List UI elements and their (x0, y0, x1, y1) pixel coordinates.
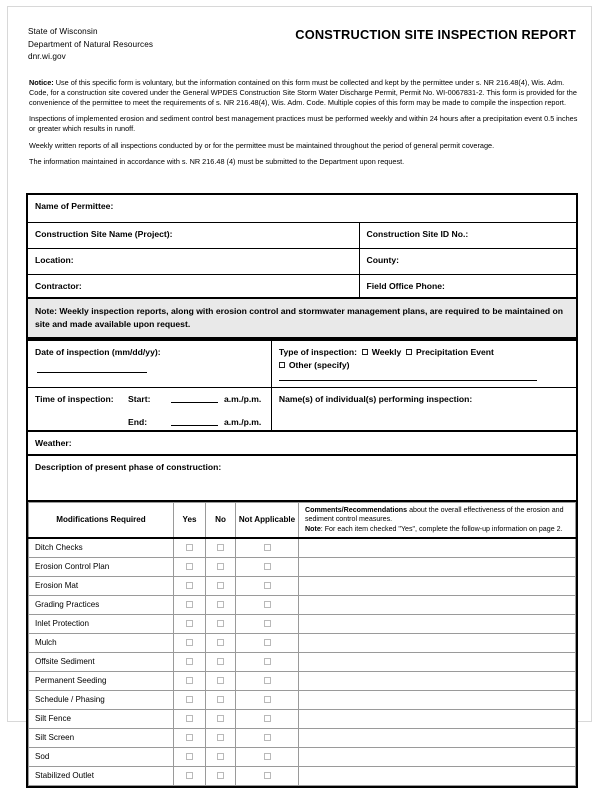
checkbox-not-applicable[interactable] (264, 639, 271, 646)
type-of-inspection-line-1 (279, 346, 570, 358)
field-date-of-inspection[interactable] (28, 341, 272, 387)
time-start-input[interactable] (171, 393, 218, 403)
checklist-item-label: Erosion Control Plan (29, 557, 174, 576)
checkbox-not-applicable[interactable] (264, 715, 271, 722)
checklist-cell-comments[interactable] (299, 728, 576, 747)
checklist-cell-no[interactable] (206, 766, 236, 785)
checkbox-yes[interactable] (186, 563, 193, 570)
checkbox-no[interactable] (217, 677, 224, 684)
checklist-header-row (29, 503, 576, 538)
checklist-item-label: Inlet Protection (29, 614, 174, 633)
checklist-cell-not-applicable[interactable] (236, 633, 299, 652)
checkbox-yes[interactable] (186, 677, 193, 684)
table-row (28, 223, 576, 249)
agency-line-2: Department of Natural Resources (28, 39, 154, 49)
column-header-modifications: Modifications Required (29, 503, 174, 538)
table-row (28, 388, 576, 433)
checkbox-not-applicable[interactable] (264, 658, 271, 665)
table-row (29, 576, 576, 595)
checklist-cell-no[interactable] (206, 652, 236, 671)
checklist-cell-no[interactable] (206, 557, 236, 576)
table-row (29, 614, 576, 633)
checklist-cell-not-applicable[interactable] (236, 671, 299, 690)
table-row (28, 456, 576, 501)
modifications-checklist-table (26, 500, 578, 788)
time-start-label: Start: (128, 394, 151, 404)
checkbox-no[interactable] (217, 658, 224, 665)
time-row-spacer (35, 405, 271, 416)
table-row (29, 690, 576, 709)
checklist-cell-not-applicable[interactable] (236, 766, 299, 785)
checklist-cell-no[interactable] (206, 595, 236, 614)
checklist-cell-not-applicable[interactable] (236, 652, 299, 671)
checklist-cell-comments[interactable] (299, 595, 576, 614)
table-row (29, 709, 576, 728)
table-row (29, 747, 576, 766)
checklist-item-label: Offsite Sediment (29, 652, 174, 671)
checklist-cell-not-applicable[interactable] (236, 690, 299, 709)
agency-line-1: State of Wisconsin (28, 27, 98, 36)
document-page (7, 6, 592, 781)
checkbox-not-applicable[interactable] (264, 734, 271, 741)
field-county[interactable]: County: (366, 255, 399, 265)
checklist-cell-not-applicable[interactable] (236, 576, 299, 595)
checkbox-yes[interactable] (186, 544, 193, 551)
note-band (26, 297, 578, 339)
checklist-cell-comments[interactable] (299, 633, 576, 652)
checkbox-no[interactable] (217, 620, 224, 627)
permittee-info-table (26, 193, 578, 302)
date-of-inspection-input[interactable] (37, 363, 147, 373)
checkbox-not-applicable[interactable] (264, 544, 271, 551)
table-row (29, 595, 576, 614)
checkbox-yes[interactable] (186, 601, 193, 608)
checkbox-yes[interactable] (186, 696, 193, 703)
table-row (29, 728, 576, 747)
checklist-cell-yes[interactable] (174, 576, 206, 595)
checkbox-other[interactable] (279, 362, 285, 368)
field-time-of-inspection[interactable] (28, 388, 272, 433)
checkbox-no[interactable] (217, 582, 224, 589)
checkbox-not-applicable[interactable] (264, 677, 271, 684)
type-of-inspection-label: Type of inspection: (278, 347, 357, 357)
checklist-cell-comments[interactable] (299, 747, 576, 766)
checkbox-no[interactable] (217, 772, 224, 779)
checklist-cell-comments[interactable] (299, 614, 576, 633)
checklist-item-label: Permanent Seeding (29, 671, 174, 690)
field-site-name[interactable]: Construction Site Name (Project): (28, 223, 360, 248)
checklist-cell-yes[interactable] (174, 633, 206, 652)
checklist-cell-comments[interactable] (299, 538, 576, 558)
time-end-line (35, 416, 271, 428)
checkbox-not-applicable[interactable] (264, 563, 271, 570)
field-type-of-inspection[interactable] (272, 341, 576, 387)
table-row (29, 766, 576, 785)
checkbox-not-applicable[interactable] (264, 582, 271, 589)
checklist-head (29, 503, 576, 538)
checkbox-weekly[interactable] (362, 349, 368, 355)
type-of-inspection-line-2 (279, 359, 570, 383)
note-band-label: Note: (35, 306, 57, 316)
field-description-of-phase[interactable]: Description of present phase of construction: (35, 462, 222, 472)
type-option-precipitation-event: Precipitation Event (416, 347, 494, 357)
checklist-cell-not-applicable[interactable] (236, 595, 299, 614)
field-location[interactable]: Location: (28, 249, 360, 274)
checklist-cell-not-applicable[interactable] (236, 614, 299, 633)
type-option-other-label: Other (specify) (288, 360, 350, 370)
checklist-cell-no[interactable] (206, 671, 236, 690)
checkbox-yes[interactable] (186, 639, 193, 646)
column-header-no: No (206, 503, 236, 538)
time-end-input[interactable] (171, 416, 218, 426)
checklist-item-label: Sod (29, 747, 174, 766)
checklist-cell-yes[interactable] (174, 595, 206, 614)
checkbox-precipitation-event[interactable] (406, 349, 412, 355)
field-weather[interactable]: Weather: (35, 438, 72, 448)
document-header (28, 26, 576, 64)
checklist-body (29, 538, 576, 786)
comments-title: Comments/Recommendations (305, 506, 408, 514)
checklist-cell-no[interactable] (206, 576, 236, 595)
time-end-label: End: (128, 417, 148, 427)
type-option-other-input[interactable] (279, 371, 537, 381)
checklist-cell-not-applicable[interactable] (236, 538, 299, 558)
table-row (29, 557, 576, 576)
description-table (26, 454, 578, 503)
table-row (28, 341, 576, 388)
field-contractor[interactable]: Contractor: (28, 275, 360, 300)
checklist-cell-yes[interactable] (174, 766, 206, 785)
checklist-item-label: Grading Practices (29, 595, 174, 614)
field-name-of-permittee[interactable]: Name of Permittee: (35, 201, 114, 211)
checklist-cell-comments[interactable] (299, 766, 576, 785)
checklist-cell-yes[interactable] (174, 747, 206, 766)
checkbox-not-applicable[interactable] (264, 772, 271, 779)
note-band-text: Weekly inspection reports, along with erosion control and stormwater management plans, are required to be maintained on site and made available upon request. (35, 306, 563, 329)
checklist-cell-not-applicable[interactable] (236, 557, 299, 576)
column-header-comments (299, 503, 576, 538)
checkbox-no[interactable] (217, 696, 224, 703)
checklist-cell-not-applicable[interactable] (236, 728, 299, 747)
checklist-cell-not-applicable[interactable] (236, 709, 299, 728)
checkbox-yes[interactable] (186, 734, 193, 741)
table-row (28, 432, 576, 456)
checkbox-no[interactable] (217, 544, 224, 551)
checkbox-no[interactable] (217, 753, 224, 760)
checklist-cell-yes[interactable] (174, 614, 206, 633)
checkbox-no[interactable] (217, 601, 224, 608)
checklist-cell-yes[interactable] (174, 690, 206, 709)
checkbox-not-applicable[interactable] (264, 601, 271, 608)
checklist-cell-yes[interactable] (174, 671, 206, 690)
checkbox-not-applicable[interactable] (264, 696, 271, 703)
field-field-office-phone[interactable]: Field Office Phone: (366, 281, 445, 291)
checklist-item-label: Schedule / Phasing (29, 690, 174, 709)
notice-label: Notice: (29, 78, 54, 87)
checklist-cell-not-applicable[interactable] (236, 747, 299, 766)
page-title: CONSTRUCTION SITE INSPECTION REPORT (295, 27, 576, 42)
table-row (29, 652, 576, 671)
checklist-item-label: Silt Screen (29, 728, 174, 747)
date-of-inspection-label: Date of inspection (mm/dd/yy): (35, 347, 161, 357)
comments-description: about the overall effectiveness of the erosion and sediment control measures. (305, 506, 564, 524)
checkbox-no[interactable] (217, 734, 224, 741)
checkbox-not-applicable[interactable] (264, 753, 271, 760)
notice-section (29, 78, 581, 174)
checkbox-no[interactable] (217, 563, 224, 570)
table-row (29, 633, 576, 652)
checklist-item-label: Mulch (29, 633, 174, 652)
checklist-cell-yes[interactable] (174, 538, 206, 558)
checkbox-no[interactable] (217, 639, 224, 646)
checkbox-yes[interactable] (186, 715, 193, 722)
checklist-cell-comments[interactable] (299, 557, 576, 576)
agency-line-3: dnr.wi.gov (28, 52, 66, 62)
checklist-cell-no[interactable] (206, 728, 236, 747)
checkbox-not-applicable[interactable] (264, 620, 271, 627)
note-band-text-wrap (28, 299, 576, 337)
checkbox-yes[interactable] (186, 582, 193, 589)
checklist-cell-no[interactable] (206, 690, 236, 709)
checklist-cell-no[interactable] (206, 747, 236, 766)
notice-paragraph-4: The information maintained in accordance with s. NR 216.48 (4) must be submitted to the Department upon request. (29, 157, 405, 167)
notice-paragraph-2: Inspections of implemented erosion and sediment control best management practices must be performed weekly and within 24 hours after a precipitation event 0.5 inches or greater which results in runoff. (29, 113, 578, 133)
column-header-yes: Yes (174, 503, 206, 538)
inspection-details-table (26, 339, 578, 435)
checkbox-yes[interactable] (186, 658, 193, 665)
checklist-cell-no[interactable] (206, 614, 236, 633)
checklist-cell-yes[interactable] (174, 728, 206, 747)
checklist-cell-comments[interactable] (299, 709, 576, 728)
checkbox-no[interactable] (217, 715, 224, 722)
comments-note-text: : For each item checked "Yes", complete the follow-up information on page 2. (320, 524, 563, 533)
table-row (29, 538, 576, 558)
checkbox-yes[interactable] (186, 620, 193, 627)
checklist-cell-yes[interactable] (174, 557, 206, 576)
checklist-cell-comments[interactable] (299, 576, 576, 595)
field-inspector-names[interactable]: Name(s) of individual(s) performing inspection: (278, 394, 473, 404)
checklist-cell-no[interactable] (206, 538, 236, 558)
time-start-line (35, 393, 271, 405)
checklist-table (28, 502, 576, 786)
field-site-id[interactable]: Construction Site ID No.: (366, 229, 469, 239)
checklist-cell-yes[interactable] (174, 652, 206, 671)
time-start-ampm: a.m./p.m. (224, 394, 262, 404)
checklist-cell-yes[interactable] (174, 709, 206, 728)
table-row (28, 249, 576, 275)
notice-paragraph-1 (29, 78, 581, 108)
checklist-cell-comments[interactable] (299, 671, 576, 690)
checkbox-yes[interactable] (186, 772, 193, 779)
type-option-weekly: Weekly (371, 347, 402, 357)
checklist-cell-no[interactable] (206, 709, 236, 728)
checkbox-yes[interactable] (186, 753, 193, 760)
table-row (28, 195, 576, 223)
time-end-ampm: a.m./p.m. (224, 417, 262, 427)
column-header-not-applicable: Not Applicable (236, 503, 299, 538)
notice-paragraph-3: Weekly written reports of all inspections conducted by or for the permittee must be maintained throughout the period of general permit coverage. (29, 140, 495, 150)
table-row (29, 671, 576, 690)
comments-note-label: Note (305, 524, 321, 533)
checklist-cell-no[interactable] (206, 633, 236, 652)
checklist-cell-comments[interactable] (299, 652, 576, 671)
checklist-item-label: Ditch Checks (29, 538, 174, 558)
checklist-item-label: Stabilized Outlet (29, 766, 174, 785)
time-of-inspection-grid (35, 393, 271, 428)
checklist-item-label: Silt Fence (29, 709, 174, 728)
time-of-inspection-label: Time of inspection: (35, 394, 114, 404)
notice-paragraph-1-text: Use of this specific form is voluntary, but the information contained on this form must be collected and kept by the permittee under s. NR 216.48(4), Wis. Adm. Code, for a construction site covered under the General WPDES Construction Site Storm Water Discharge Permit, Permit No. WI-0067831-2. This form is provided for the convenience of the permittee to meet the requirements of s. NR 216.48(4), Wis. Adm. Code. Multiple copies of this form may be made to compile the inspection report. (29, 78, 577, 107)
checklist-item-label: Erosion Mat (29, 576, 174, 595)
checklist-cell-comments[interactable] (299, 690, 576, 709)
